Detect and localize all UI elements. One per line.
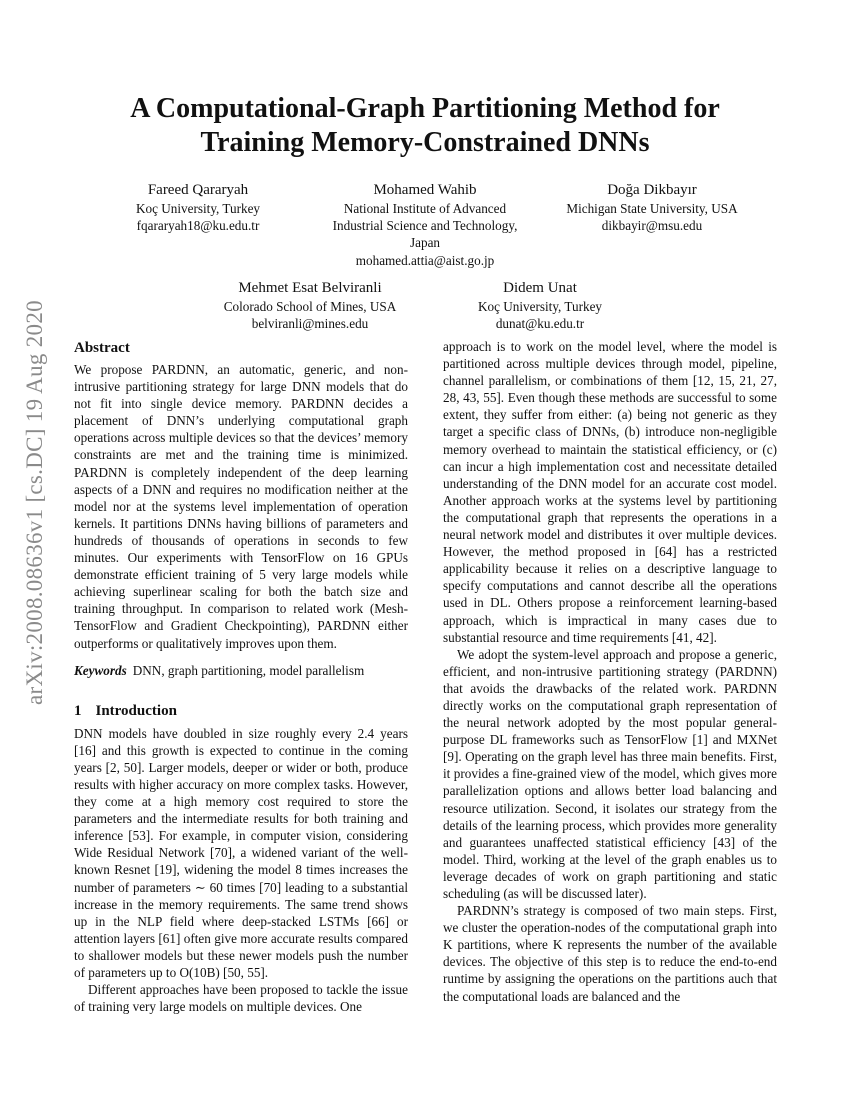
section-number: 1 xyxy=(74,702,82,719)
abstract-heading: Abstract xyxy=(74,340,130,356)
author-block-1 xyxy=(108,180,288,234)
keywords-text: DNN, graph partitioning, model parallelism xyxy=(132,662,365,678)
abstract-text: We propose PARDNN, an automatic, generic, and non-intrusive partitioning strategy for large DNN models that do not fit into single device memory. PARDNN decides a placement of DNN’s underlying computational graph operations across multiple devices so that the devices’ memory constraints are met and the training time is minimized. PARDNN is completely independent of the deep learning aspects of a DNN and requires no modification neither at the model nor at the systems level implementation of operation kernels. It partitions DNNs having billions of parameters and hundreds of thousands of operations in seconds to few minutes. Our experiments with TensorFlow on 16 GPUs demonstrate efficient training of 5 very large models while achieving superlinear scaling for both the batch size and training throughput. In comparison to related work (Mesh-TensorFlow and Gradient Checkpointing), PARDNN either outperforms or qualitatively improves upon them. xyxy=(74,362,408,651)
intro-paragraph-1: DNN models have doubled in size roughly every 2.4 years [16] and this growth is expected to continue in the coming years [2, 50]. Larger models, deeper or wider or both, produce results with higher accuracy on more complex tasks. However, they come at a high memory cost required to store the parameters and the intermediate results for both training and inference [53]. For example, in computer vision, considering Wide Residual Network [70], a widened variant of the well-known Resnet [19], widening the model 8 times increases the number of parameters ∼ 60 times [70] leading to a substantial increase in the memory requirements. The same trend shows up in the NLP field where deep-stacked LSTMs [66] or attention layers [61] often give more accurate results compared to shallower models but these newer models push the number of parameters up to O(10B) [50, 55]. xyxy=(74,725,408,980)
author-affiliation: Colorado School of Mines, USA xyxy=(223,299,397,314)
author-block-2 xyxy=(318,180,532,269)
right-paragraph-1: approach is to work on the model level, where the model is partitioned across multiple devices through model, pipeline, channel parallelism, or combinations of them [12, 15, 21, 27, 28, 43, 55]. Even though these methods are successful to some extent, they suffer from either: (a) being not generic as they target a specific class of DNNs, (b) introduce non-negligible memory overhead to maintain the statistical efficiency, or (c) can incur a high implementation cost and necessitate detailed understanding of the DNN model for an accurate cost model. Another approach works at the systems level by partitioning the computational graph that represents the operations in a neural network model and distributes it over multiple devices. However, the method proposed in [64] has a restricted applicability because it relies on a descriptive language to specify computations and cannot describe all the operations used in DL. Others propose a reinforcement learning-based approach, which is impractical in many cases due to substantial resource and time requirements [41, 42]. xyxy=(443,339,777,645)
right-column xyxy=(443,338,777,1005)
author-email: fqararyah18@ku.edu.tr xyxy=(136,218,260,234)
intro-paragraph-2: Different approaches have been proposed to tackle the issue of training very large models on multiple devices. One xyxy=(74,982,408,1015)
author-affiliation: Koç University, Turkey xyxy=(135,201,261,216)
keywords-label: Keywords xyxy=(74,662,127,678)
author-affiliation: National Institute of Advanced Industrial Science and Technology, Japan xyxy=(332,201,518,251)
author-affiliation: Michigan State University, USA xyxy=(566,201,738,216)
author-email: mohamed.attia@aist.go.jp xyxy=(355,252,495,268)
author-affiliation: Koç University, Turkey xyxy=(477,299,603,314)
arxiv-identifier: arXiv:2008.08636v1 [cs.DC] 19 Aug 2020 xyxy=(22,300,47,705)
introduction-heading xyxy=(74,701,408,721)
author-email: dikbayir@msu.edu xyxy=(601,218,703,234)
author-name: Didem Unat xyxy=(503,280,577,296)
left-column xyxy=(74,338,408,1015)
author-name: Mohamed Wahib xyxy=(373,182,477,198)
paper-title xyxy=(60,92,790,160)
section-title: Introduction xyxy=(95,702,177,719)
author-name: Mehmet Esat Belviranli xyxy=(238,280,382,296)
author-name: Doğa Dikbayır xyxy=(607,182,697,198)
right-paragraph-2: We adopt the system-level approach and propose a generic, efficient, and non-intrusive partitioning strategy (PARDNN) that avoids the drawbacks of the related work. PARDNN directly works on the computational graph representation of the neural network adopted by the most popular general-purpose DL frameworks such as TensorFlow [1] and MXNet [9]. Operating on the graph level has three main benefits. First, it provides a fine-grained view of the model, which gives more parallelization options and allows better load balancing and resource utilization. Second, it isolates our strategy from the details of the learning process, which provides more generality and guarantees unaffected statistical efficiency [43] of the model. Third, working at the level of the graph enables us to leverage decades of work on graph partitioning and static scheduling (as will be discussed later). xyxy=(443,646,777,901)
author-email: belviranli@mines.edu xyxy=(251,316,369,332)
author-block-3 xyxy=(552,180,752,234)
author-block-5 xyxy=(452,278,628,332)
author-email: dunat@ku.edu.tr xyxy=(495,316,585,332)
title-line-2: Training Memory-Constrained DNNs xyxy=(200,127,650,158)
author-block-4 xyxy=(205,278,415,332)
title-line-1: A Computational-Graph Partitioning Method for xyxy=(130,93,720,124)
author-name: Fareed Qararyah xyxy=(147,182,249,198)
right-paragraph-3: PARDNN’s strategy is composed of two main steps. First, we cluster the operation-nodes of the computational graph into K partitions, where K represents the number of the available devices. The objective of this step is to reduce the end-to-end runtime by assigning the operations on the partitions auch that the computational loads are balanced and the xyxy=(443,903,777,1004)
keywords-line xyxy=(74,662,408,679)
